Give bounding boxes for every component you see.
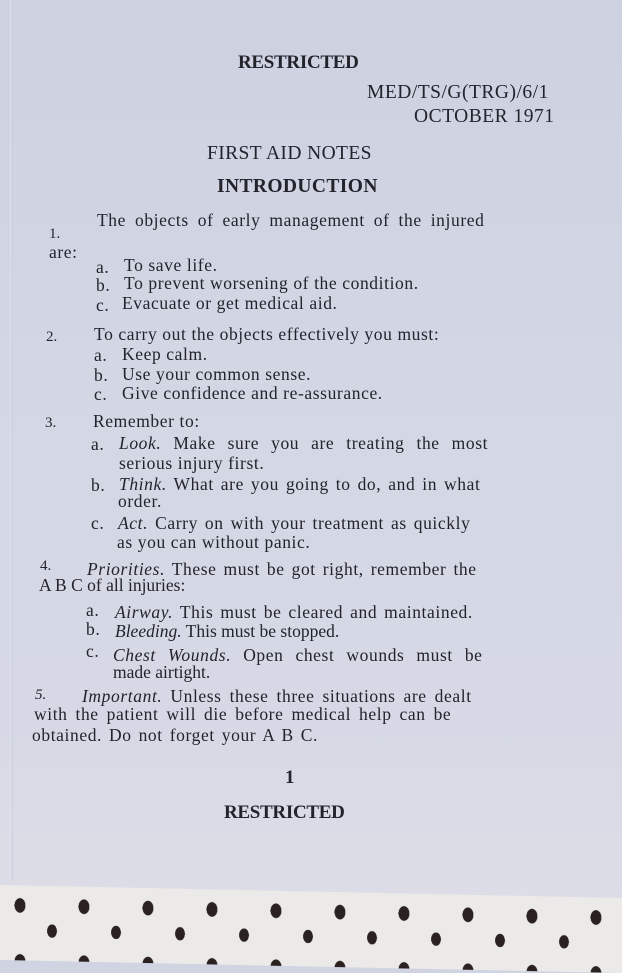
paragraph-5-number: 5. — [35, 687, 47, 703]
paragraph-4-item-b: Bleeding. This must be stopped. — [115, 621, 340, 641]
term-chest-wounds: Chest Wounds. — [113, 645, 232, 665]
paragraph-4-line-1: Priorities. These must be got right, remember the — [87, 559, 477, 579]
term-airway: Airway. — [115, 602, 174, 622]
paragraph-4-item-a-letter: a. — [86, 600, 100, 620]
term-priorities: Priorities. — [87, 559, 166, 579]
paragraph-2-item-c-letter: c. — [94, 384, 108, 404]
document-reference: MED/TS/G(TRG)/6/1 — [367, 82, 549, 103]
paragraph-1-line-1: The objects of early management of the injured — [97, 210, 485, 230]
document-date: OCTOBER 1971 — [414, 106, 555, 127]
paragraph-4-item-c-letter: c. — [86, 641, 100, 661]
paragraph-1-line-2: are: — [49, 242, 78, 262]
document-title: FIRST AID NOTES — [207, 143, 372, 164]
paragraph-2-item-a-letter: a. — [94, 345, 108, 365]
term-important: Important. — [82, 686, 163, 706]
paragraph-4-item-b-letter: b. — [86, 619, 101, 639]
paragraph-3-item-b: Think. What are you going to do, and in what — [119, 474, 481, 494]
paragraph-3-item-c-cont: as you can without panic. — [117, 532, 311, 552]
paragraph-5-line-3: obtained. Do not forget your A B C. — [32, 725, 318, 745]
paragraph-2-item-c: Give confidence and re-assurance. — [122, 383, 383, 403]
paragraph-1-item-b-letter: b. — [96, 275, 111, 295]
paragraph-3-item-a: Look. Make sure you are treating the most — [119, 433, 489, 453]
paragraph-3-item-a-letter: a. — [91, 434, 105, 454]
paragraph-3-item-b-cont: order. — [118, 491, 162, 511]
paragraph-3-line-1: Remember to: — [93, 411, 200, 431]
paragraph-5-line-1: Important. Unless these three situations are dealt — [82, 686, 472, 706]
term-look: Look. — [119, 433, 162, 453]
paragraph-1-number: 1. — [49, 226, 61, 242]
paragraph-4-item-c-cont: made airtight. — [113, 662, 211, 682]
paragraph-2-number: 2. — [46, 329, 58, 345]
term-act: Act. — [118, 513, 149, 533]
paragraph-2-item-b-letter: b. — [94, 365, 109, 385]
paragraph-1-item-b: To prevent worsening of the condition. — [124, 273, 419, 293]
paragraph-3-item-c: Act. Carry on with your treatment as quickly — [118, 513, 471, 533]
paragraph-4-item-a: Airway. This must be cleared and maintained. — [115, 602, 473, 622]
paragraph-2-item-b: Use your common sense. — [122, 364, 312, 384]
paragraph-2-line-1: To carry out the objects effectively you must: — [94, 324, 440, 344]
term-think: Think. — [119, 474, 167, 494]
paragraph-2-item-a: Keep calm. — [122, 344, 208, 364]
paragraph-1-item-a-letter: a. — [96, 257, 110, 277]
paragraph-4-number: 4. — [40, 558, 52, 574]
paragraph-4-line-2: A B C of all injuries: — [39, 575, 186, 595]
paragraph-5-line-2: with the patient will die before medical help can be — [34, 704, 452, 724]
paragraph-3-item-b-letter: b. — [91, 475, 106, 495]
paragraph-3-number: 3. — [45, 415, 57, 431]
paragraph-1-item-a: To save life. — [124, 255, 218, 275]
page-number: 1 — [285, 767, 295, 788]
footer-classification: RESTRICTED — [224, 802, 345, 823]
paragraph-3-item-a-cont: serious injury first. — [119, 453, 265, 473]
section-heading: INTRODUCTION — [217, 176, 378, 197]
paragraph-3-item-c-letter: c. — [91, 513, 105, 533]
paragraph-1-item-c-letter: c. — [96, 295, 110, 315]
paragraph-4-item-c: Chest Wounds. Open chest wounds must be — [113, 645, 483, 665]
paragraph-1-item-c: Evacuate or get medical aid. — [122, 293, 338, 313]
header-classification: RESTRICTED — [238, 52, 359, 73]
term-bleeding: Bleeding. — [115, 621, 182, 641]
